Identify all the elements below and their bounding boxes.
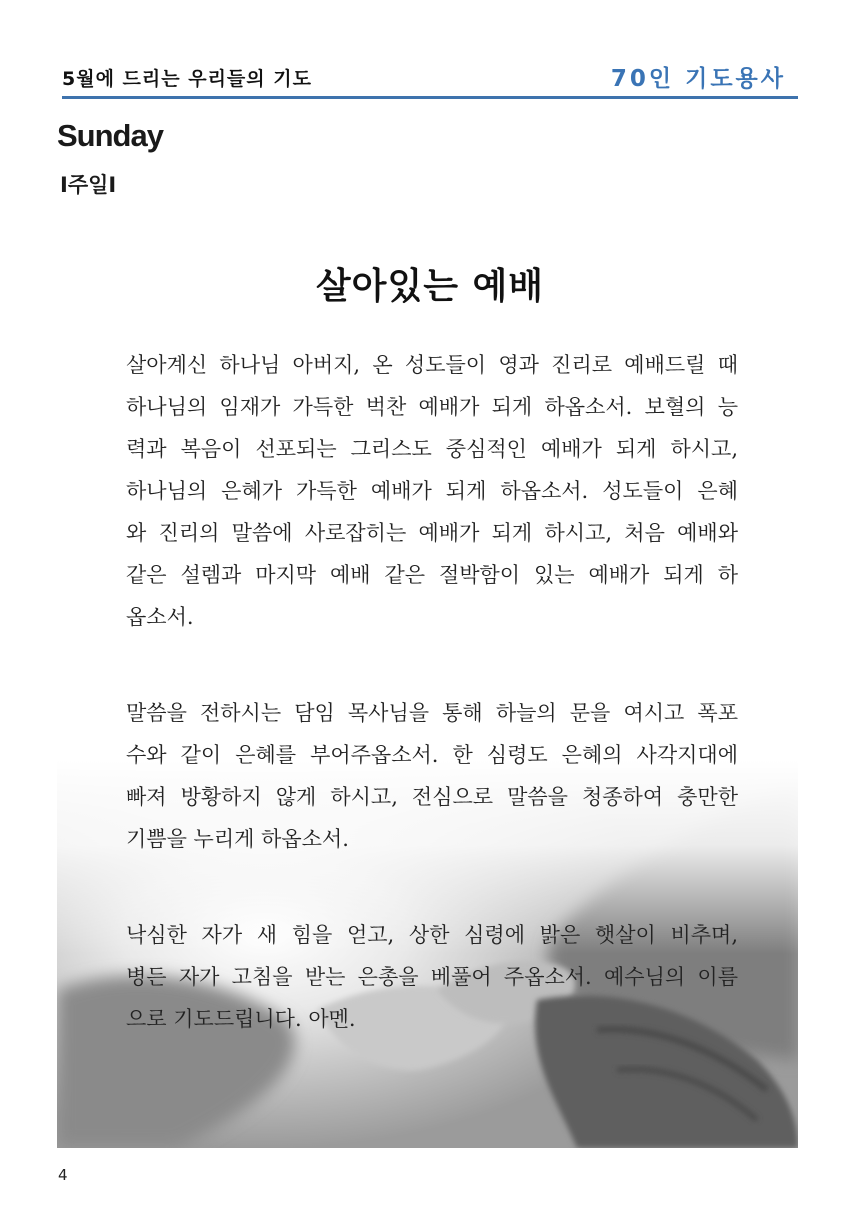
text-line: 살아계신 하나님 아버지, 온 성도들이 영과 진리로 예배드릴 때 [126,353,738,377]
text-line: 력과 복음이 선포되는 그리스도 중심적인 예배가 되게 하시고, [126,437,738,461]
text-line: 하나님의 임재가 가득한 벅찬 예배가 되게 하옵소서. 보혈의 능 [126,395,738,419]
day-english: Sunday [57,118,163,153]
text-line: 으로 기도드립니다. 아멘. [126,1007,356,1031]
page-number: 4 [58,1166,68,1184]
text-line: 수와 같이 은혜를 부어주옵소서. 한 심령도 은혜의 사각지대에 [126,743,738,767]
text-line: 옵소서. [126,605,194,629]
day-korean: I주일I [60,173,117,197]
paragraph [126,692,738,860]
text-line: 기쁨을 누리게 하옵소서. [126,827,349,851]
text-line: 말씀을 전하시는 담임 목사님을 통해 하늘의 문을 여시고 폭포 [126,701,738,725]
paragraph [126,344,738,638]
header-divider [62,96,798,99]
text-line: 낙심한 자가 새 힘을 얻고, 상한 심령에 밝은 햇살이 비추며, [126,923,738,947]
prayer-body [126,344,738,1094]
paragraph [126,914,738,1040]
text-line: 와 진리의 말씀에 사로잡히는 예배가 되게 하시고, 처음 예배와 [126,521,738,545]
prayer-title: 살아있는 예배 [315,265,545,307]
header-right-title: 70인 기도용사 [610,66,786,92]
text-line: 하나님의 은혜가 가득한 예배가 되게 하옵소서. 성도들이 은혜 [126,479,738,503]
text-line: 빠져 방황하지 않게 하시고, 전심으로 말씀을 청종하여 충만한 [126,785,738,809]
text-line: 같은 설렘과 마지막 예배 같은 절박함이 있는 예배가 되게 하 [126,563,738,587]
header-left-title: 5월에 드리는 우리들의 기도 [62,68,312,90]
text-line: 병든 자가 고침을 받는 은총을 베풀어 주옵소서. 예수님의 이름 [126,965,738,989]
